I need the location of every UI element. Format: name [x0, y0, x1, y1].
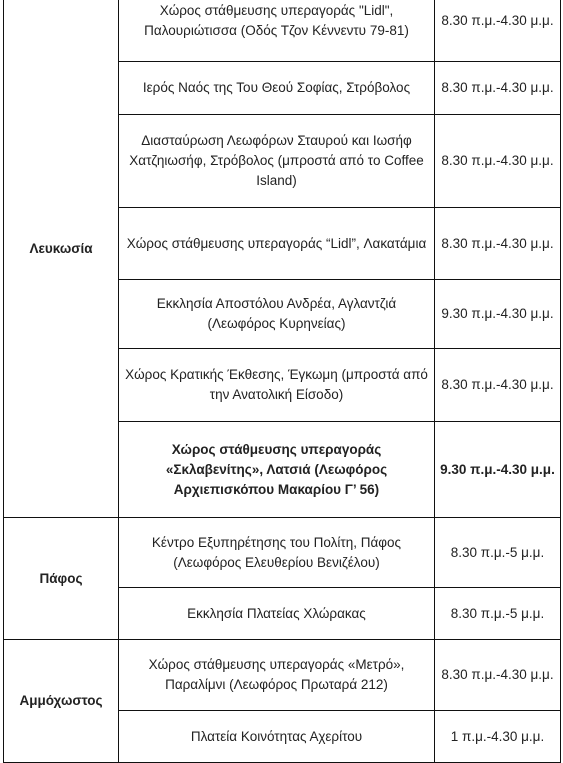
location-cell: Διασταύρωση Λεωφόρων Σταυρού και Ιωσήφ Χατζηιωσήφ, Στρόβολος (μπροστά από το Coffee Island) — [119, 115, 435, 208]
hours-cell: 8.30 π.μ.-4.30 μ.μ. — [435, 0, 561, 62]
location-cell: Ιερός Ναός της Του Θεού Σοφίας, Στρόβολος — [119, 62, 435, 115]
hours-cell: 8.30 π.μ.-5 μ.μ. — [435, 518, 561, 588]
hours-cell: 8.30 π.μ.-5 μ.μ. — [435, 588, 561, 640]
location-cell: Εκκλησία Αποστόλου Ανδρέα, Αγλαντζιά (Λεωφόρος Κυρηνείας) — [119, 280, 435, 349]
location-cell: Πλατεία Κοινότητας Αχερίτου — [119, 711, 435, 763]
hours-cell: 8.30 π.μ.-4.30 μ.μ. — [435, 349, 561, 422]
table-row — [4, 0, 561, 62]
location-cell: Κέντρο Εξυπηρέτησης του Πολίτη, Πάφος (Λεωφόρος Ελευθερίου Βενιζέλου) — [119, 518, 435, 588]
location-cell: Χώρος Κρατικής Έκθεσης, Έγκωμη (μπροστά από την Ανατολική Είσοδο) — [119, 349, 435, 422]
table-row — [4, 640, 561, 711]
schedule-table — [3, 0, 561, 763]
hours-cell: 8.30 π.μ.-4.30 μ.μ. — [435, 62, 561, 115]
location-cell: Χώρος στάθμευσης υπεραγοράς «Σκλαβενίτης», Λατσιά (Λεωφόρος Αρχιεπισκόπου Μακαρίου Γ’ 56) — [119, 422, 435, 518]
region-cell: Αμμόχωστος — [4, 640, 119, 763]
hours-cell: 9.30 π.μ.-4.30 μ.μ. — [435, 422, 561, 518]
region-cell: Πάφος — [4, 518, 119, 640]
location-cell: Χώρος στάθμευσης υπεραγοράς «Μετρό», Παραλίμνι (Λεωφόρος Πρωταρά 212) — [119, 640, 435, 711]
location-cell: Εκκλησία Πλατείας Χλώρακας — [119, 588, 435, 640]
location-cell: Χώρος στάθμευσης υπεραγοράς "Lidl", Παλουριώτισσα (Οδός Τζον Κέννεντυ 79-81) — [119, 0, 435, 62]
table-row — [4, 518, 561, 588]
location-cell: Χώρος στάθμευσης υπεραγοράς “Lidl”, Λακατάμια — [119, 208, 435, 280]
hours-cell: 1 π.μ.-4.30 μ.μ. — [435, 711, 561, 763]
region-cell: Λευκωσία — [4, 0, 119, 518]
hours-cell: 8.30 π.μ.-4.30 μ.μ. — [435, 208, 561, 280]
hours-cell: 8.30 π.μ.-4.30 μ.μ. — [435, 115, 561, 208]
hours-cell: 8.30 π.μ.-4.30 μ.μ. — [435, 640, 561, 711]
hours-cell: 9.30 π.μ.-4.30 μ.μ. — [435, 280, 561, 349]
